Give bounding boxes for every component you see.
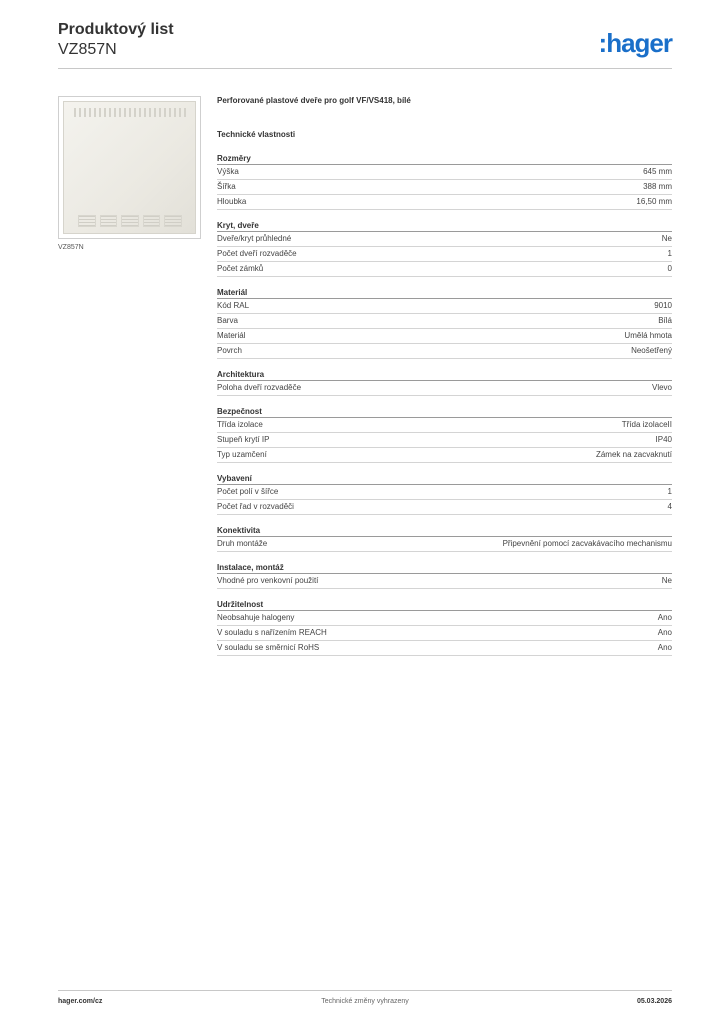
spec-row bbox=[217, 574, 672, 589]
spec-label: Třída izolace bbox=[217, 420, 263, 429]
footer-divider bbox=[58, 990, 672, 991]
section-title: Vybavení bbox=[217, 473, 672, 485]
section-title: Instalace, montáž bbox=[217, 562, 672, 574]
spec-label: Stupeň krytí IP bbox=[217, 435, 270, 444]
spec-section bbox=[217, 369, 672, 396]
spec-section bbox=[217, 220, 672, 277]
section-title: Kryt, dveře bbox=[217, 220, 672, 232]
footer-date: 05.03.2026 bbox=[636, 998, 672, 1005]
page-title: Produktový list bbox=[58, 21, 174, 38]
section-title: Konektivita bbox=[217, 525, 672, 537]
spec-row bbox=[217, 611, 672, 626]
spec-label: Počet řad v rozvaděči bbox=[217, 502, 294, 511]
spec-value: Ano bbox=[657, 613, 672, 622]
spec-label: Vhodné pro venkovní použití bbox=[217, 576, 319, 585]
spec-section bbox=[217, 153, 672, 210]
spec-section bbox=[217, 562, 672, 589]
spec-row bbox=[217, 180, 672, 195]
spec-row bbox=[217, 641, 672, 656]
spec-value: IP40 bbox=[655, 435, 672, 444]
spec-label: Barva bbox=[217, 316, 238, 325]
product-description: Perforované plastové dveře pro golf VF/VS418, bílé bbox=[217, 96, 411, 105]
spec-section bbox=[217, 287, 672, 359]
spec-value: Vlevo bbox=[651, 383, 672, 392]
spec-row bbox=[217, 537, 672, 552]
header-divider bbox=[58, 68, 672, 69]
footer-website[interactable]: hager.com/cz bbox=[58, 998, 103, 1005]
spec-label: Počet polí v šířce bbox=[217, 487, 279, 496]
spec-label: Neobsahuje halogeny bbox=[217, 613, 295, 622]
top-perforation bbox=[74, 108, 186, 117]
spec-label: V souladu s nařízením REACH bbox=[217, 628, 327, 637]
spec-value: Zámek na zacvaknutí bbox=[595, 450, 672, 459]
section-title: Rozměry bbox=[217, 153, 672, 165]
spec-row bbox=[217, 433, 672, 448]
product-image bbox=[58, 96, 201, 239]
spec-section bbox=[217, 473, 672, 515]
spec-value: Třída izolaceII bbox=[621, 420, 672, 429]
spec-row bbox=[217, 247, 672, 262]
spec-value: 1 bbox=[667, 487, 672, 496]
spec-row bbox=[217, 262, 672, 277]
section-title: Materiál bbox=[217, 287, 672, 299]
spec-row bbox=[217, 485, 672, 500]
spec-row bbox=[217, 314, 672, 329]
spec-value: Ano bbox=[657, 643, 672, 652]
spec-value: 1 bbox=[667, 249, 672, 258]
spec-section bbox=[217, 406, 672, 463]
spec-row bbox=[217, 626, 672, 641]
spec-value: 388 mm bbox=[643, 182, 672, 191]
tech-properties-heading: Technické vlastnosti bbox=[217, 130, 296, 139]
spec-value: Připevnění pomocí zacvakávacího mechanismu bbox=[502, 539, 672, 548]
spec-value: 645 mm bbox=[643, 167, 672, 176]
spec-value: 0 bbox=[667, 264, 672, 273]
spec-value: Ne bbox=[661, 234, 672, 243]
spec-value: Ano bbox=[657, 628, 672, 637]
spec-row bbox=[217, 500, 672, 515]
spec-row bbox=[217, 381, 672, 396]
hager-logo: :hager bbox=[598, 28, 672, 58]
spec-label: Povrch bbox=[217, 346, 242, 355]
spec-label: Dveře/kryt průhledné bbox=[217, 234, 292, 243]
spec-label: Počet zámků bbox=[217, 264, 264, 273]
page-header bbox=[58, 20, 672, 68]
spec-label: Typ uzamčení bbox=[217, 450, 267, 459]
spec-label: Kód RAL bbox=[217, 301, 250, 310]
spec-value: 16,50 mm bbox=[636, 197, 672, 206]
spec-value: Neošetřený bbox=[631, 346, 672, 355]
spec-section bbox=[217, 525, 672, 552]
spec-row bbox=[217, 195, 672, 210]
section-title: Udržitelnost bbox=[217, 599, 672, 611]
spec-label: Poloha dveří rozvaděče bbox=[217, 383, 302, 392]
spec-label: V souladu se směrnicí RoHS bbox=[217, 643, 320, 652]
product-code: VZ857N bbox=[58, 41, 117, 58]
spec-label: Druh montáže bbox=[217, 539, 268, 548]
spec-label: Výška bbox=[217, 167, 239, 176]
spec-value: Ne bbox=[661, 576, 672, 585]
bottom-perforation bbox=[78, 215, 182, 227]
spec-row bbox=[217, 299, 672, 314]
spec-row bbox=[217, 418, 672, 433]
spec-label: Hloubka bbox=[217, 197, 247, 206]
spec-label: Šířka bbox=[217, 182, 236, 191]
spec-value: 4 bbox=[667, 502, 672, 511]
section-title: Bezpečnost bbox=[217, 406, 672, 418]
door-panel-illustration bbox=[63, 101, 196, 234]
spec-label: Materiál bbox=[217, 331, 246, 340]
image-caption: VZ857N bbox=[58, 244, 84, 251]
spec-row bbox=[217, 165, 672, 180]
spec-value: Umělá hmota bbox=[624, 331, 672, 340]
section-title: Architektura bbox=[217, 369, 672, 381]
spec-section bbox=[217, 599, 672, 656]
spec-content bbox=[217, 96, 672, 666]
spec-sections bbox=[217, 153, 672, 656]
spec-row bbox=[217, 448, 672, 463]
spec-label: Počet dveří rozvaděče bbox=[217, 249, 297, 258]
spec-row bbox=[217, 232, 672, 247]
spec-value: 9010 bbox=[654, 301, 672, 310]
spec-row bbox=[217, 329, 672, 344]
spec-row bbox=[217, 344, 672, 359]
footer-note: Technické změny vyhrazeny bbox=[321, 998, 409, 1005]
spec-value: Bílá bbox=[658, 316, 672, 325]
